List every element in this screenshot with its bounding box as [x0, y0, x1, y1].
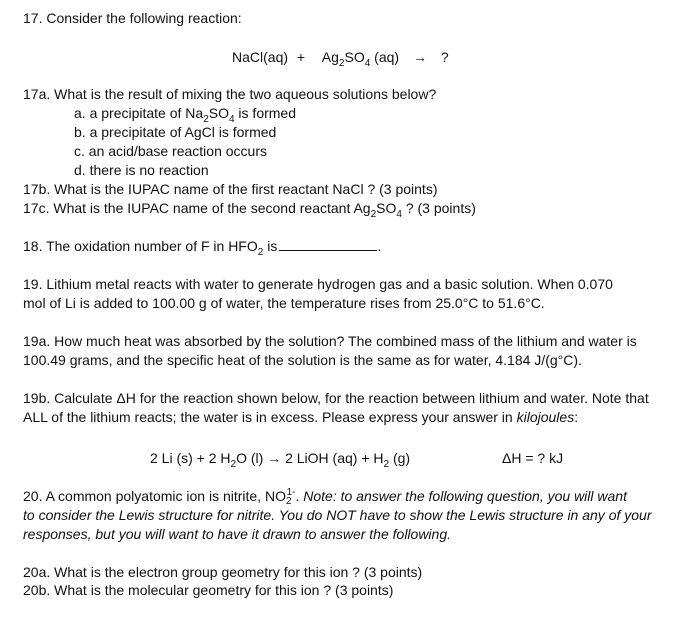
q17a-option-d: d. there is no reaction	[74, 162, 209, 178]
q17b-question: 17b. What is the IUPAC name of the first reactant NaCl ? (3 points)	[23, 181, 438, 197]
q20a-question: 20a. What is the electron group geometry for this ion ? (3 points)	[23, 564, 423, 580]
q20-line-3: responses, but you will want to have it drawn to answer the following.	[23, 526, 452, 542]
reactant-1: NaCl(aq)	[232, 49, 289, 65]
q17a-option-a: a. a precipitate of $Na_2SO_4$ is formed	[74, 105, 297, 125]
q19-line-2: mol of Li is added to 100.00 g of water, the temperature rises from 25.0°C to 51.6°C.	[23, 295, 545, 311]
q19b-line-1: 19b. Calculate ΔH for the reaction shown below, for the reaction between lithium and water. Note that	[23, 390, 649, 406]
q20-line-2: to consider the Lewis structure for nitrite. You do NOT have to show the Lewis structure in any of your	[23, 507, 652, 523]
delta-h-label: ΔH = ? kJ	[502, 450, 564, 466]
q17a-option-c: c. an acid/base reaction occurs	[74, 143, 267, 159]
q17-title: 17. Consider the following reaction:	[23, 10, 242, 26]
q19-line-1: 19. Lithium metal reacts with water to generate hydrogen gas and a basic solution. When 0.070	[23, 276, 613, 292]
q17a-question: 17a. What is the result of mixing the two aqueous solutions below?	[23, 86, 437, 102]
q19b-line-2: ALL of the lithium reacts; the water is in excess. Please express your answer in kilojoules:	[23, 409, 579, 425]
q20-line-1: 20. A common polyatomic ion is nitrite, $NO_2^{1-}$. Note: to answer the following question, you will want	[23, 487, 627, 507]
product-unknown: ?	[440, 49, 449, 65]
answer-blank[interactable]	[279, 238, 377, 251]
q17-reaction	[232, 48, 449, 69]
reaction-arrow: →	[412, 49, 427, 65]
q19a-line-1: 19a. How much heat was absorbed by the solution? The combined mass of the lithium and water is	[23, 333, 637, 349]
q18-question: 18. The oxidation number of F in $HFO_2$ is .	[23, 238, 382, 258]
plus-sign: +	[296, 49, 305, 65]
q19b-equation: 2 Li (s) + 2 $H_2O$ (l) → 2 LiOH $(aq) + H_2$ (g)	[150, 450, 411, 470]
q17a-option-b: b. a precipitate of AgCl is formed	[74, 124, 277, 140]
q19a-line-2: 100.49 grams, and the specific heat of the solution is the same as for water, 4.184 J/(g°C).	[23, 352, 582, 368]
q20b-question: 20b. What is the molecular geometry for this ion ? (3 points)	[23, 582, 394, 598]
q17c-question: 17c. What is the IUPAC name of the second reactant $Ag_2SO_4$ ? (3 points)	[23, 200, 476, 220]
reactant-2: $Ag_2SO_4$ (aq)	[321, 49, 400, 69]
